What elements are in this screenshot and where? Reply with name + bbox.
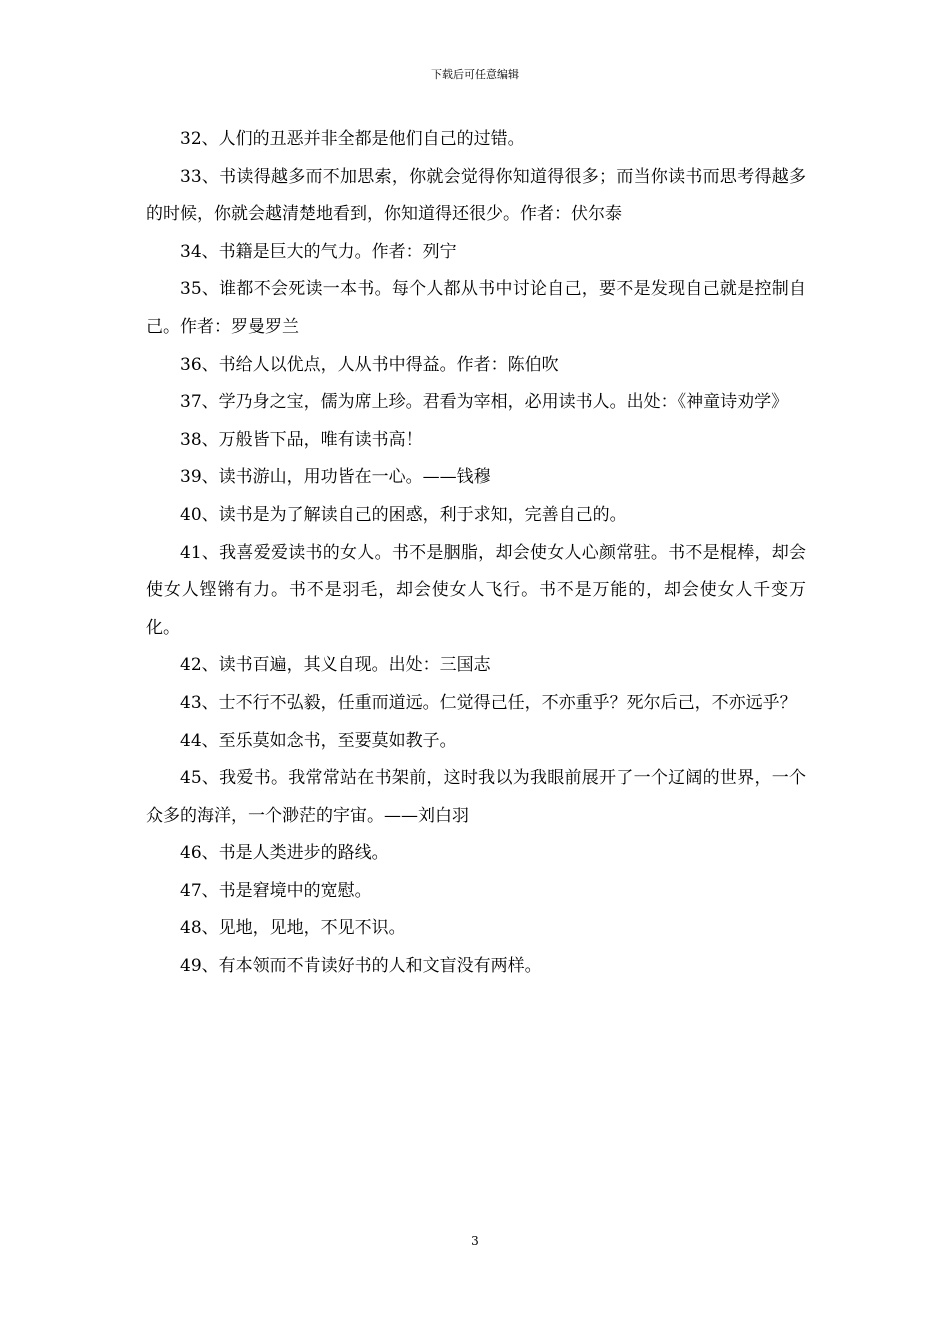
page-number: 3	[471, 1234, 479, 1248]
paragraph-41: 41、我喜爱爱读书的女人。书不是胭脂，却会使女人心颜常驻。书不是棍棒，却会使女人铿锵有力。书不是羽毛，却会使女人飞行。书不是万能的，却会使女人千变万化。	[146, 542, 806, 638]
paragraph-45: 45、我爱书。我常常站在书架前，这时我以为我眼前展开了一个辽阔的世界，一个众多的海洋，一个渺茫的宇宙。——刘白羽	[146, 768, 806, 826]
paragraph-47: 47、书是窘境中的宽慰。	[180, 880, 372, 901]
paragraph-40: 40、读书是为了解读自己的困惑，利于求知，完善自己的。	[180, 504, 627, 525]
paragraph-39: 39、读书游山，用功皆在一心。——钱穆	[180, 467, 491, 488]
paragraph-35: 35、谁都不会死读一本书。每个人都从书中讨论自己，要不是发现自己就是控制自己。作者：罗曼罗兰	[146, 279, 806, 337]
paragraph-49: 49、有本领而不肯读好书的人和文盲没有两样。	[180, 956, 542, 977]
paragraph-32: 32、人们的丑恶并非全都是他们自己的过错。	[180, 129, 525, 149]
paragraph-38: 38、万般皆下品，唯有读书高！	[180, 429, 423, 450]
paragraph-34: 34、书籍是巨大的气力。作者：列宁	[180, 241, 457, 262]
paragraph-44: 44、至乐莫如念书，至要莫如教子。	[180, 730, 457, 751]
paragraph-46: 46、书是人类进步的路线。	[180, 843, 389, 864]
paragraph-43: 43、士不行不弘毅，任重而道远。仁觉得己任，不亦重乎？死尔后己，不亦远乎？	[180, 692, 797, 713]
paragraph-33: 33、书读得越多而不加思索，你就会觉得你知道得很多；而当你读书而思考得越多的时候，你就会越清楚地看到，你知道得还很少。作者：伏尔泰	[146, 166, 806, 225]
paragraph-37: 37、学乃身之宝，儒为席上珍。君看为宰相，必用读书人。出处：《神童诗劝学》	[180, 392, 789, 413]
paragraph-42: 42、读书百遍，其义自现。出处：三国志	[180, 655, 491, 676]
paragraph-36: 36、书给人以优点，人从书中得益。作者：陈伯吹	[180, 354, 559, 375]
paragraph-48: 48、见地，见地，不见不识。	[180, 918, 406, 939]
page-header: 下载后可任意编辑	[431, 68, 519, 81]
document-body	[146, 121, 806, 986]
